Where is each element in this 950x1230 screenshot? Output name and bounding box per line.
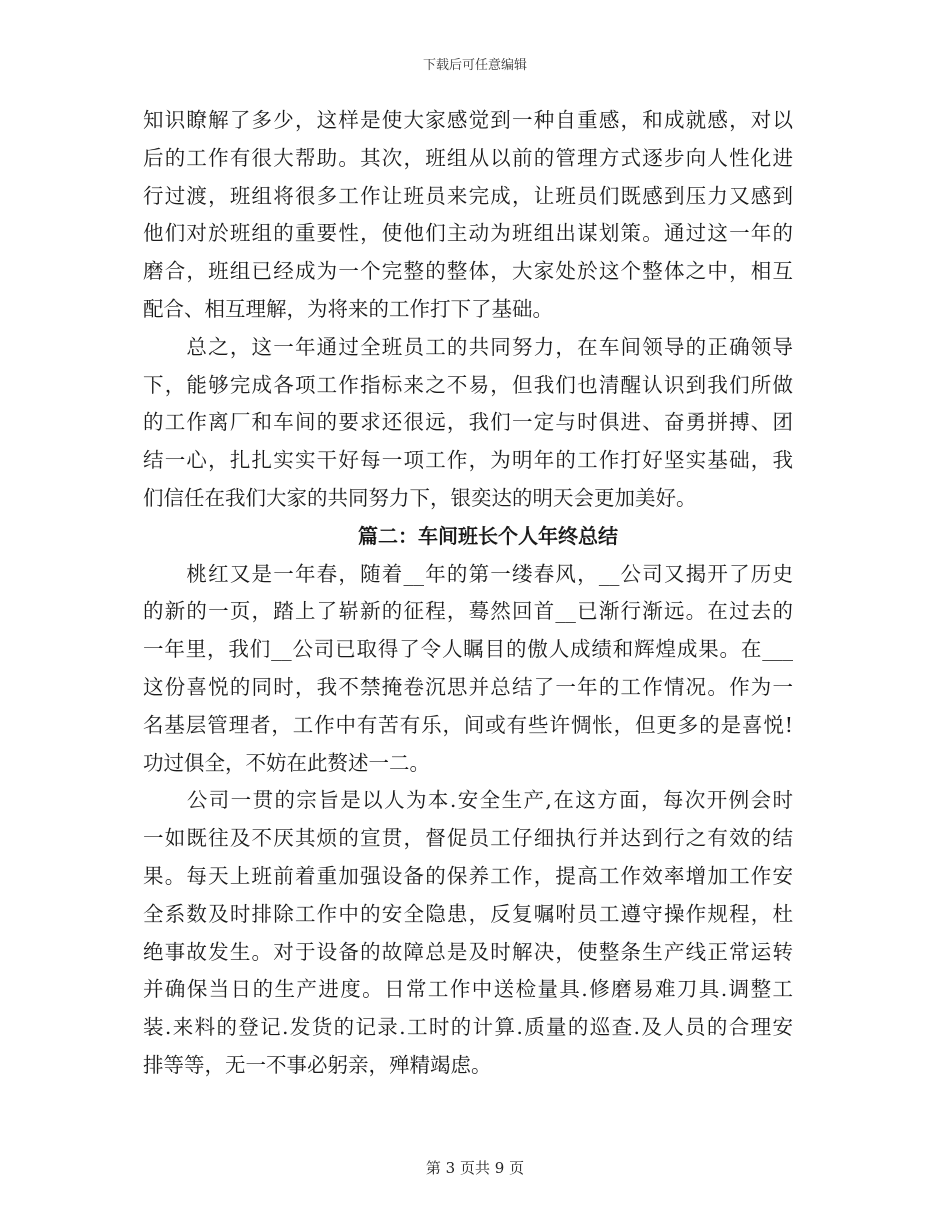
paragraph-4 xyxy=(143,782,793,1084)
text-line: 排等等，无一不事必躬亲，殚精竭虑。 xyxy=(143,1052,492,1077)
text-line: 磨合，班组已经成为一个完整的整体，大家处於这个整体之中，相互 xyxy=(143,259,793,284)
text-line: 绝事故发生。对于设备的故障总是及时解决，使整条生产线正常运转 xyxy=(143,939,793,964)
text-line: 装.来料的登记.发货的记录.工时的计算.质量的巡查.及人员的合理安 xyxy=(143,1015,793,1040)
text-line: 一如既往及不厌其烦的宣贯，督促员工仔细执行并达到行之有效的结 xyxy=(143,826,793,851)
text-line: 知识瞭解了多少，这样是使大家感觉到一种自重感，和成就感，对以 xyxy=(143,108,793,132)
page-footer: 第 3 页共 9 页 xyxy=(425,1159,525,1177)
text-line: 名基层管理者，工作中有苦有乐，间或有些许惆怅，但更多的是喜悦! xyxy=(143,712,793,737)
paragraph-3 xyxy=(143,556,793,783)
text-line: 桃红又是一年春，随着__年的第一缕春风，__公司又揭开了历史 xyxy=(143,561,793,586)
text-line: 全系数及时排除工作中的安全隐患，反复嘱咐员工遵守操作规程，杜 xyxy=(143,901,793,926)
text-line: 们信任在我们大家的共同努力下，银奕达的明天会更加美好。 xyxy=(143,485,697,510)
text-line: 结一心，扎扎实实干好每一项工作，为明年的工作打好坚实基础，我 xyxy=(143,448,793,473)
text-line: 下，能够完成各项工作指标来之不易，但我们也清醒认识到我们所做 xyxy=(143,372,793,397)
document-body xyxy=(143,102,793,1085)
text-line: 行过渡，班组将很多工作让班员来完成，让班员们既感到压力又感到 xyxy=(143,183,793,208)
page-header: 下载后可任意编辑 xyxy=(422,58,527,73)
paragraph-1 xyxy=(143,102,793,329)
text-line: 后的工作有很大帮助。其次，班组从以前的管理方式逐步向人性化进 xyxy=(143,145,793,170)
text-line: 他们对於班组的重要性，使他们主动为班组出谋划策。通过这一年的 xyxy=(143,221,793,246)
text-line: 并确保当日的生产进度。日常工作中送检量具.修磨易难刀具.调整工 xyxy=(143,977,793,1002)
paragraph-2 xyxy=(143,329,793,518)
text-line: 一年里，我们__公司已取得了令人瞩目的傲人成绩和辉煌成果。在___ xyxy=(143,637,793,662)
text-line: 果。每天上班前着重加强设备的保养工作，提高工作效率增加工作安 xyxy=(143,863,793,888)
text-line: 功过俱全，不妨在此赘述一二。 xyxy=(143,750,430,775)
text-line: 配合、相互理解，为将来的工作打下了基础。 xyxy=(143,296,553,321)
section-heading: 篇二：车间班长个人年终总结 xyxy=(358,523,618,548)
text-line: 总之，这一年通过全班员工的共同努力，在车间领导的正确领导 xyxy=(143,334,793,359)
text-line: 的新的一页，踏上了崭新的征程，蓦然回首__已渐行渐远。在过去的 xyxy=(143,599,793,624)
text-line: 的工作离厂和车间的要求还很远，我们一定与时俱进、奋勇拼搏、团 xyxy=(143,410,793,435)
text-line: 公司一贯的宗旨是以人为本.安全生产,在这方面，每次开例会时 xyxy=(143,788,793,813)
text-line: 这份喜悦的同时，我不禁掩卷沉思并总结了一年的工作情况。作为一 xyxy=(143,674,793,699)
